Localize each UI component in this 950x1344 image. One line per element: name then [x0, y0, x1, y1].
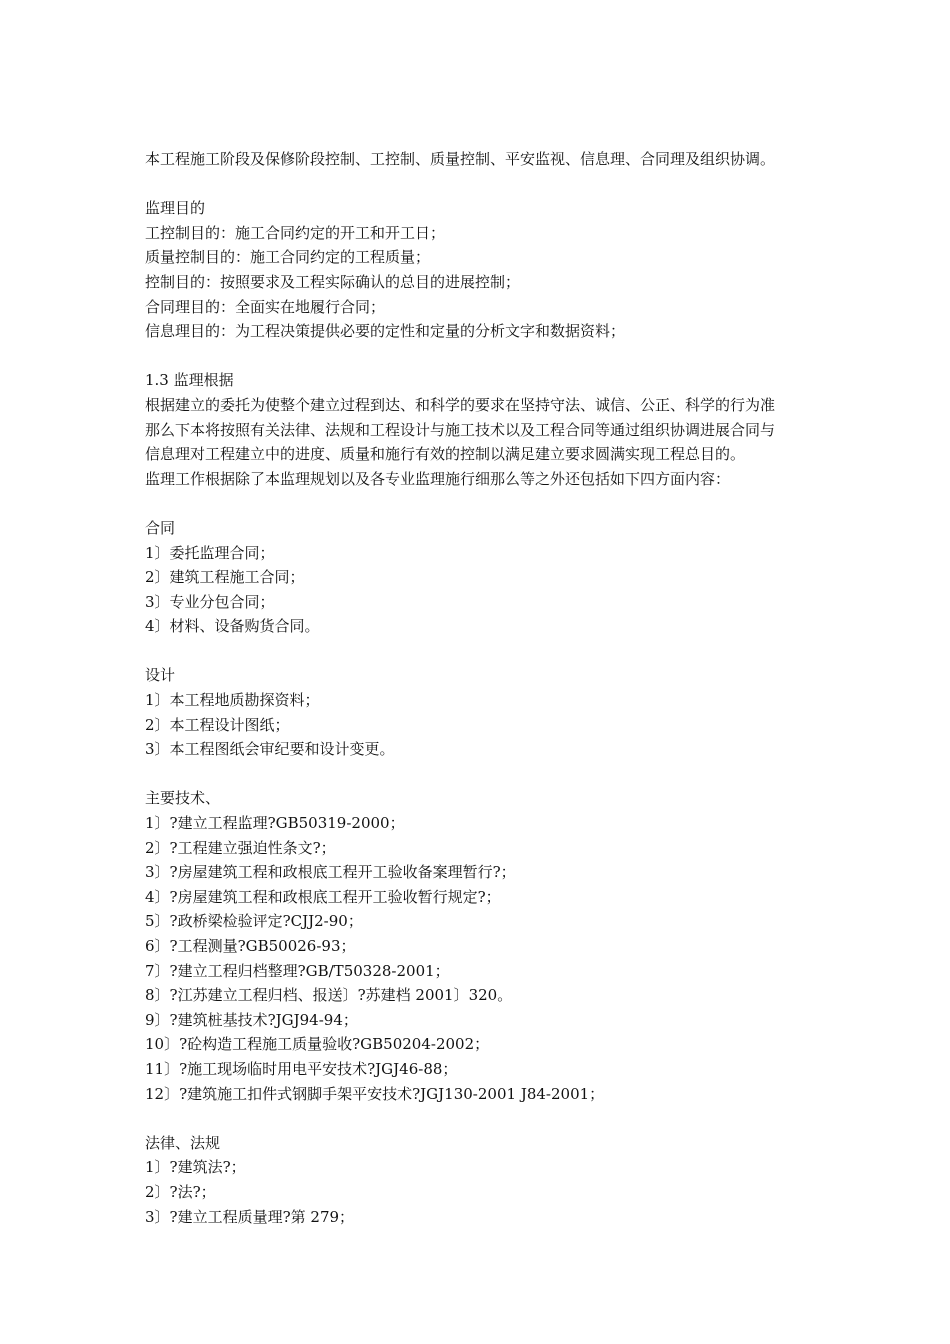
contract-item: 3〕专业分包合同； — [145, 592, 275, 611]
tech-item: 11〕?施工现场临时用电平安技术?JGJ46-88； — [145, 1059, 458, 1078]
goal-item: 工控制目的：施工合同约定的开工和开工日； — [145, 223, 446, 242]
law-item: 2〕?法?； — [145, 1182, 216, 1201]
goal-item: 质量控制目的：施工合同约定的工程质量； — [145, 248, 431, 267]
tech-item: 10〕?砼构造工程施工质量验收?GB50204-2002； — [145, 1035, 490, 1054]
basis-paragraph-line: 根据建立的委托为使整个建立过程到达、和科学的要求在坚持守法、诚信、公正、科学的行为准 — [145, 395, 776, 414]
spacer — [145, 172, 865, 197]
basis-paragraph-line: 监理工作根据除了本监理规划以及各专业监理施行细那么等之外还包括如下四方面内容： — [145, 469, 731, 488]
spacer — [145, 1106, 865, 1131]
contract-item: 2〕建筑工程施工合同； — [145, 568, 305, 587]
design-heading: 设计 — [145, 666, 176, 685]
design-item: 3〕本工程图纸会审纪要和设计变更。 — [145, 740, 395, 759]
spacer — [145, 762, 865, 787]
tech-item: 5〕?政桥梁检验评定?CJJ2-90； — [145, 912, 363, 931]
intro-paragraph: 本工程施工阶段及保修阶段控制、工控制、质量控制、平安监视、信息理、合同理及组织协调。 — [145, 150, 776, 168]
tech-item: 7〕?建立工程归档整理?GB/T50328-2001； — [145, 961, 450, 980]
tech-item: 12〕?建筑施工扣件式钢脚手架平安技术?JGJ130-2001 J84-2001； — [145, 1084, 605, 1103]
tech-item: 1〕?建立工程监理?GB50319-2000； — [145, 814, 405, 833]
basis-paragraph-line: 那么下本将按照有关法律、法规和工程设计与施工技术以及工程合同等通过组织协调进展合同与 — [145, 420, 776, 439]
tech-heading: 主要技术、 — [145, 789, 221, 808]
laws-heading: 法律、法规 — [145, 1133, 221, 1152]
tech-item: 2〕?工程建立强迫性条文?； — [145, 838, 336, 857]
goal-item: 合同理目的：全面实在地履行合同； — [145, 297, 386, 316]
spacer — [145, 491, 865, 516]
goal-item: 信息理目的：为工程决策提供必要的定性和定量的分析文字和数据资料； — [145, 322, 626, 341]
contract-item: 1〕委托监理合同； — [145, 543, 275, 562]
law-item: 1〕?建筑法?； — [145, 1158, 246, 1177]
tech-item: 9〕?建筑桩基技术?JGJ94-94； — [145, 1010, 358, 1029]
basis-heading: 1.3 监理根据 — [145, 371, 234, 390]
goals-heading: 监理目的 — [145, 199, 206, 218]
law-item: 3〕?建立工程质量理?第 279； — [145, 1207, 355, 1226]
tech-item: 8〕?江苏建立工程归档、报送〕?苏建档 2001〕320。 — [145, 986, 513, 1005]
design-item: 1〕本工程地质勘探资料； — [145, 691, 320, 710]
contract-item: 4〕材料、设备购货合同。 — [145, 617, 320, 636]
tech-item: 3〕?房屋建筑工程和政根底工程开工验收备案理暂行?； — [145, 863, 516, 882]
design-item: 2〕本工程设计图纸； — [145, 715, 290, 734]
contracts-heading: 合同 — [145, 518, 176, 537]
document-page — [145, 147, 865, 1229]
tech-item: 4〕?房屋建筑工程和政根底工程开工验收暂行规定?； — [145, 887, 501, 906]
spacer — [145, 344, 865, 369]
basis-paragraph-line: 信息理对工程建立中的进度、质量和施行有效的控制以满足建立要求圆满实现工程总目的。 — [145, 445, 746, 464]
tech-item: 6〕?工程测量?GB50026-93； — [145, 937, 356, 955]
goal-item: 控制目的：按照要求及工程实际确认的总目的进展控制； — [145, 272, 521, 291]
spacer — [145, 639, 865, 664]
